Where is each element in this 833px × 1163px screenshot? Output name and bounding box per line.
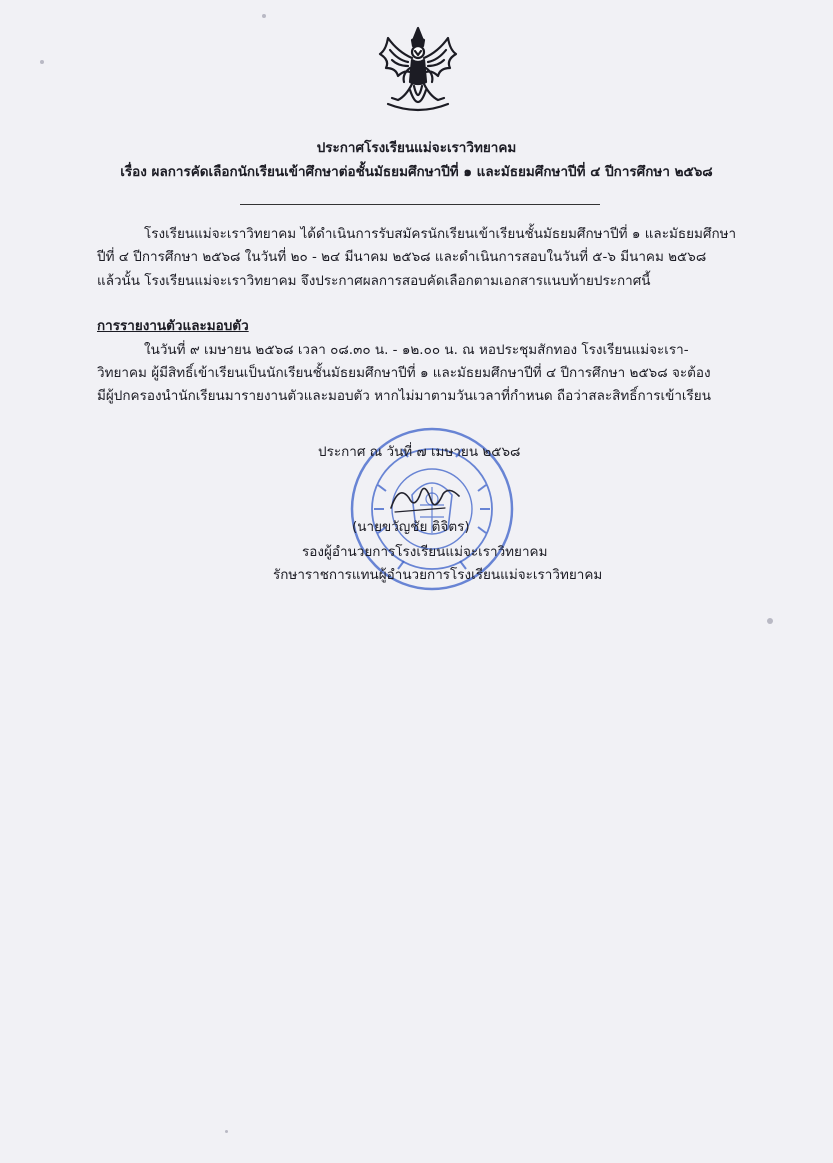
paragraph-line: มีผู้ปกครองนำนักเรียนมารายงานตัวและมอบตัว หากไม่มาตามวันเวลาที่กำหนด ถือว่าสละสิทธิ์การเข้าเรียน <box>97 388 711 404</box>
signatory-acting-position: รักษาราชการแทนผู้อำนวยการโรงเรียนแม่จะเราวิทยาคม <box>273 567 603 583</box>
paper-speck <box>225 1130 228 1133</box>
paper-speck <box>262 14 266 18</box>
title-divider <box>240 204 600 205</box>
handwritten-signature <box>385 478 465 518</box>
section-heading: การรายงานตัวและมอบตัว <box>97 318 249 334</box>
garuda-emblem-icon <box>368 24 468 119</box>
document-subject: เรื่อง ผลการคัดเลือกนักเรียนเข้าศึกษาต่อชั้นมัธยมศึกษาปีที่ ๑ และมัธยมศึกษาปีที่ ๔ ปีการศึกษา ๒๕๖๘ <box>120 164 713 180</box>
signatory-position: รองผู้อำนวยการโรงเรียนแม่จะเราวิทยาคม <box>302 544 548 560</box>
paragraph-line: ปีที่ ๔ ปีการศึกษา ๒๕๖๘ ในวันที่ ๒๐ - ๒๔ มีนาคม ๒๕๖๘ และดำเนินการสอบในวันที่ ๕-๖ มีนาคม ๒๕๖๘ <box>97 249 707 265</box>
paragraph-line: วิทยาคม ผู้มีสิทธิ์เข้าเรียนเป็นนักเรียนชั้นมัธยมศึกษาปีที่ ๑ และมัธยมศึกษาปีที่ ๔ ปีการศึกษา ๒๕๖๘ จะต้อง <box>97 365 711 381</box>
document-title: ประกาศโรงเรียนแม่จะเราวิทยาคม <box>316 140 517 156</box>
paragraph-line: โรงเรียนแม่จะเราวิทยาคม ได้ดำเนินการรับสมัครนักเรียนเข้าเรียนชั้นมัธยมศึกษาปีที่ ๑ และมัธยมศึกษา <box>144 226 737 242</box>
paper-speck <box>767 618 773 624</box>
announcement-date: ประกาศ ณ วันที่ ๗ เมษายน ๒๕๖๘ <box>318 444 521 460</box>
paper-speck <box>40 60 44 64</box>
paragraph-line: แล้วนั้น โรงเรียนแม่จะเราวิทยาคม จึงประกาศผลการสอบคัดเลือกตามเอกสารแนบท้ายประกาศนี้ <box>97 273 651 289</box>
paragraph-line: ในวันที่ ๙ เมษายน ๒๕๖๘ เวลา ๐๘.๓๐ น. - ๑๒.๐๐ น. ณ หอประชุมสักทอง โรงเรียนแม่จะเรา- <box>144 342 689 358</box>
signatory-name: (นายขวัญชัย ติจิตร) <box>352 519 470 535</box>
